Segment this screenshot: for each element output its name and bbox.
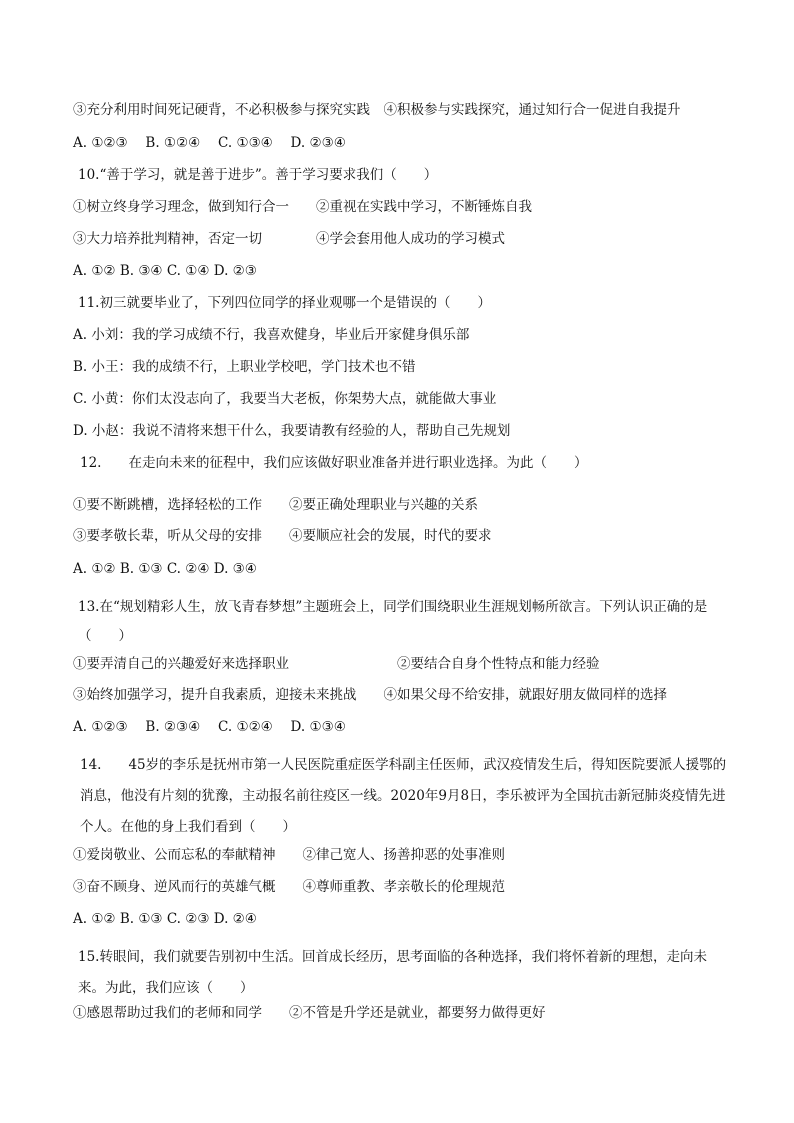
question-12: 12. 在走向未来的征程中，我们应该做好职业准备并进行职业选择。为此（ ） [80,455,588,471]
question-10: 10.“善于学习，就是善于进步”。善于学习要求我们（ ） [78,167,438,183]
answer-choices: A. ①②③ B. ②③④ C. ①②④ D. ①③④ [73,719,346,735]
option-line: ①要不断跳槽，选择轻松的工作 ②要正确处理职业与兴趣的关系 [73,497,478,513]
choice-d: D. 小赵：我说不清将来想干什么，我要请教有经验的人，帮助自己先规划 [73,423,511,439]
option-line: ③要孝敬长辈，听从父母的安排 ④要顺应社会的发展，时代的要求 [73,528,492,544]
choice-b: B. 小王：我的成绩不行，上职业学校吧，学门技术也不错 [73,359,416,375]
option-line: ③奋不顾身、逆风而行的英雄气概 ④尊师重教、孝亲敬长的伦理规范 [73,879,505,895]
question-13: 13.在“规划精彩人生，放飞青春梦想”主题班会上，同学们围绕职业生涯规划畅所欲言。下列认识正确的是（ ） [78,599,708,644]
option-line: ③充分利用时间死记硬背，不必积极参与探究实践 ④积极参与实践探究，通过知行合一促进自我提升 [73,102,681,118]
option-line: ①爱岗敬业、公而忘私的奉献精神 ②律己宽人、扬善抑恶的处事准则 [73,847,505,863]
option-line: ①要弄清自己的兴趣爱好来选择职业 ②要结合自身个性特点和能力经验 [73,656,600,672]
answer-choices: A. ①② B. ①③ C. ②④ D. ③④ [73,561,257,577]
question-15: 15.转眼间，我们就要告别初中生活。回首成长经历，思考面临的各种选择，我们将怀着新的理想，走向未来。为此，我们应该（ ） [78,949,707,996]
choice-a: A. 小刘：我的学习成绩不行，我喜欢健身，毕业后开家健身俱乐部 [73,327,470,343]
question-14: 14. 45岁的李乐是抚州市第一人民医院重症医学科副主任医师，武汉疫情发生后，得知医院要派人援鄂的消息，他没有片刻的犹豫，主动报名前往疫区一线。2020年9月8日，李乐被评为全国抗击新冠肺炎疫情先进个人。在他的身上我们看到（ ） [80,757,727,835]
option-line: ①树立终身学习理念，做到知行合一 ②重视在实践中学习，不断锤炼自我 [73,199,532,215]
choice-c: C. 小黄：你们太没志向了，我要当大老板，你架势大点，就能做大事业 [73,391,497,407]
option-line: ③大力培养批判精神，否定一切 ④学会套用他人成功的学习模式 [73,231,505,247]
answer-choices: A. ①② B. ③④ C. ①④ D. ②③ [73,263,257,279]
answer-choices: A. ①② B. ①③ C. ②③ D. ②④ [73,911,257,927]
answer-choices: A. ①②③ B. ①②④ C. ①③④ D. ②③④ [73,135,346,151]
option-line: ①感恩帮助过我们的老师和同学 ②不管是升学还是就业，都要努力做得更好 [73,1005,546,1021]
option-line: ③始终加强学习，提升自我素质，迎接未来挑战 ④如果父母不给安排，就跟好朋友做同样的选择 [73,687,667,703]
question-11: 11.初三就要毕业了，下列四位同学的择业观哪一个是错误的（ ） [78,295,491,311]
